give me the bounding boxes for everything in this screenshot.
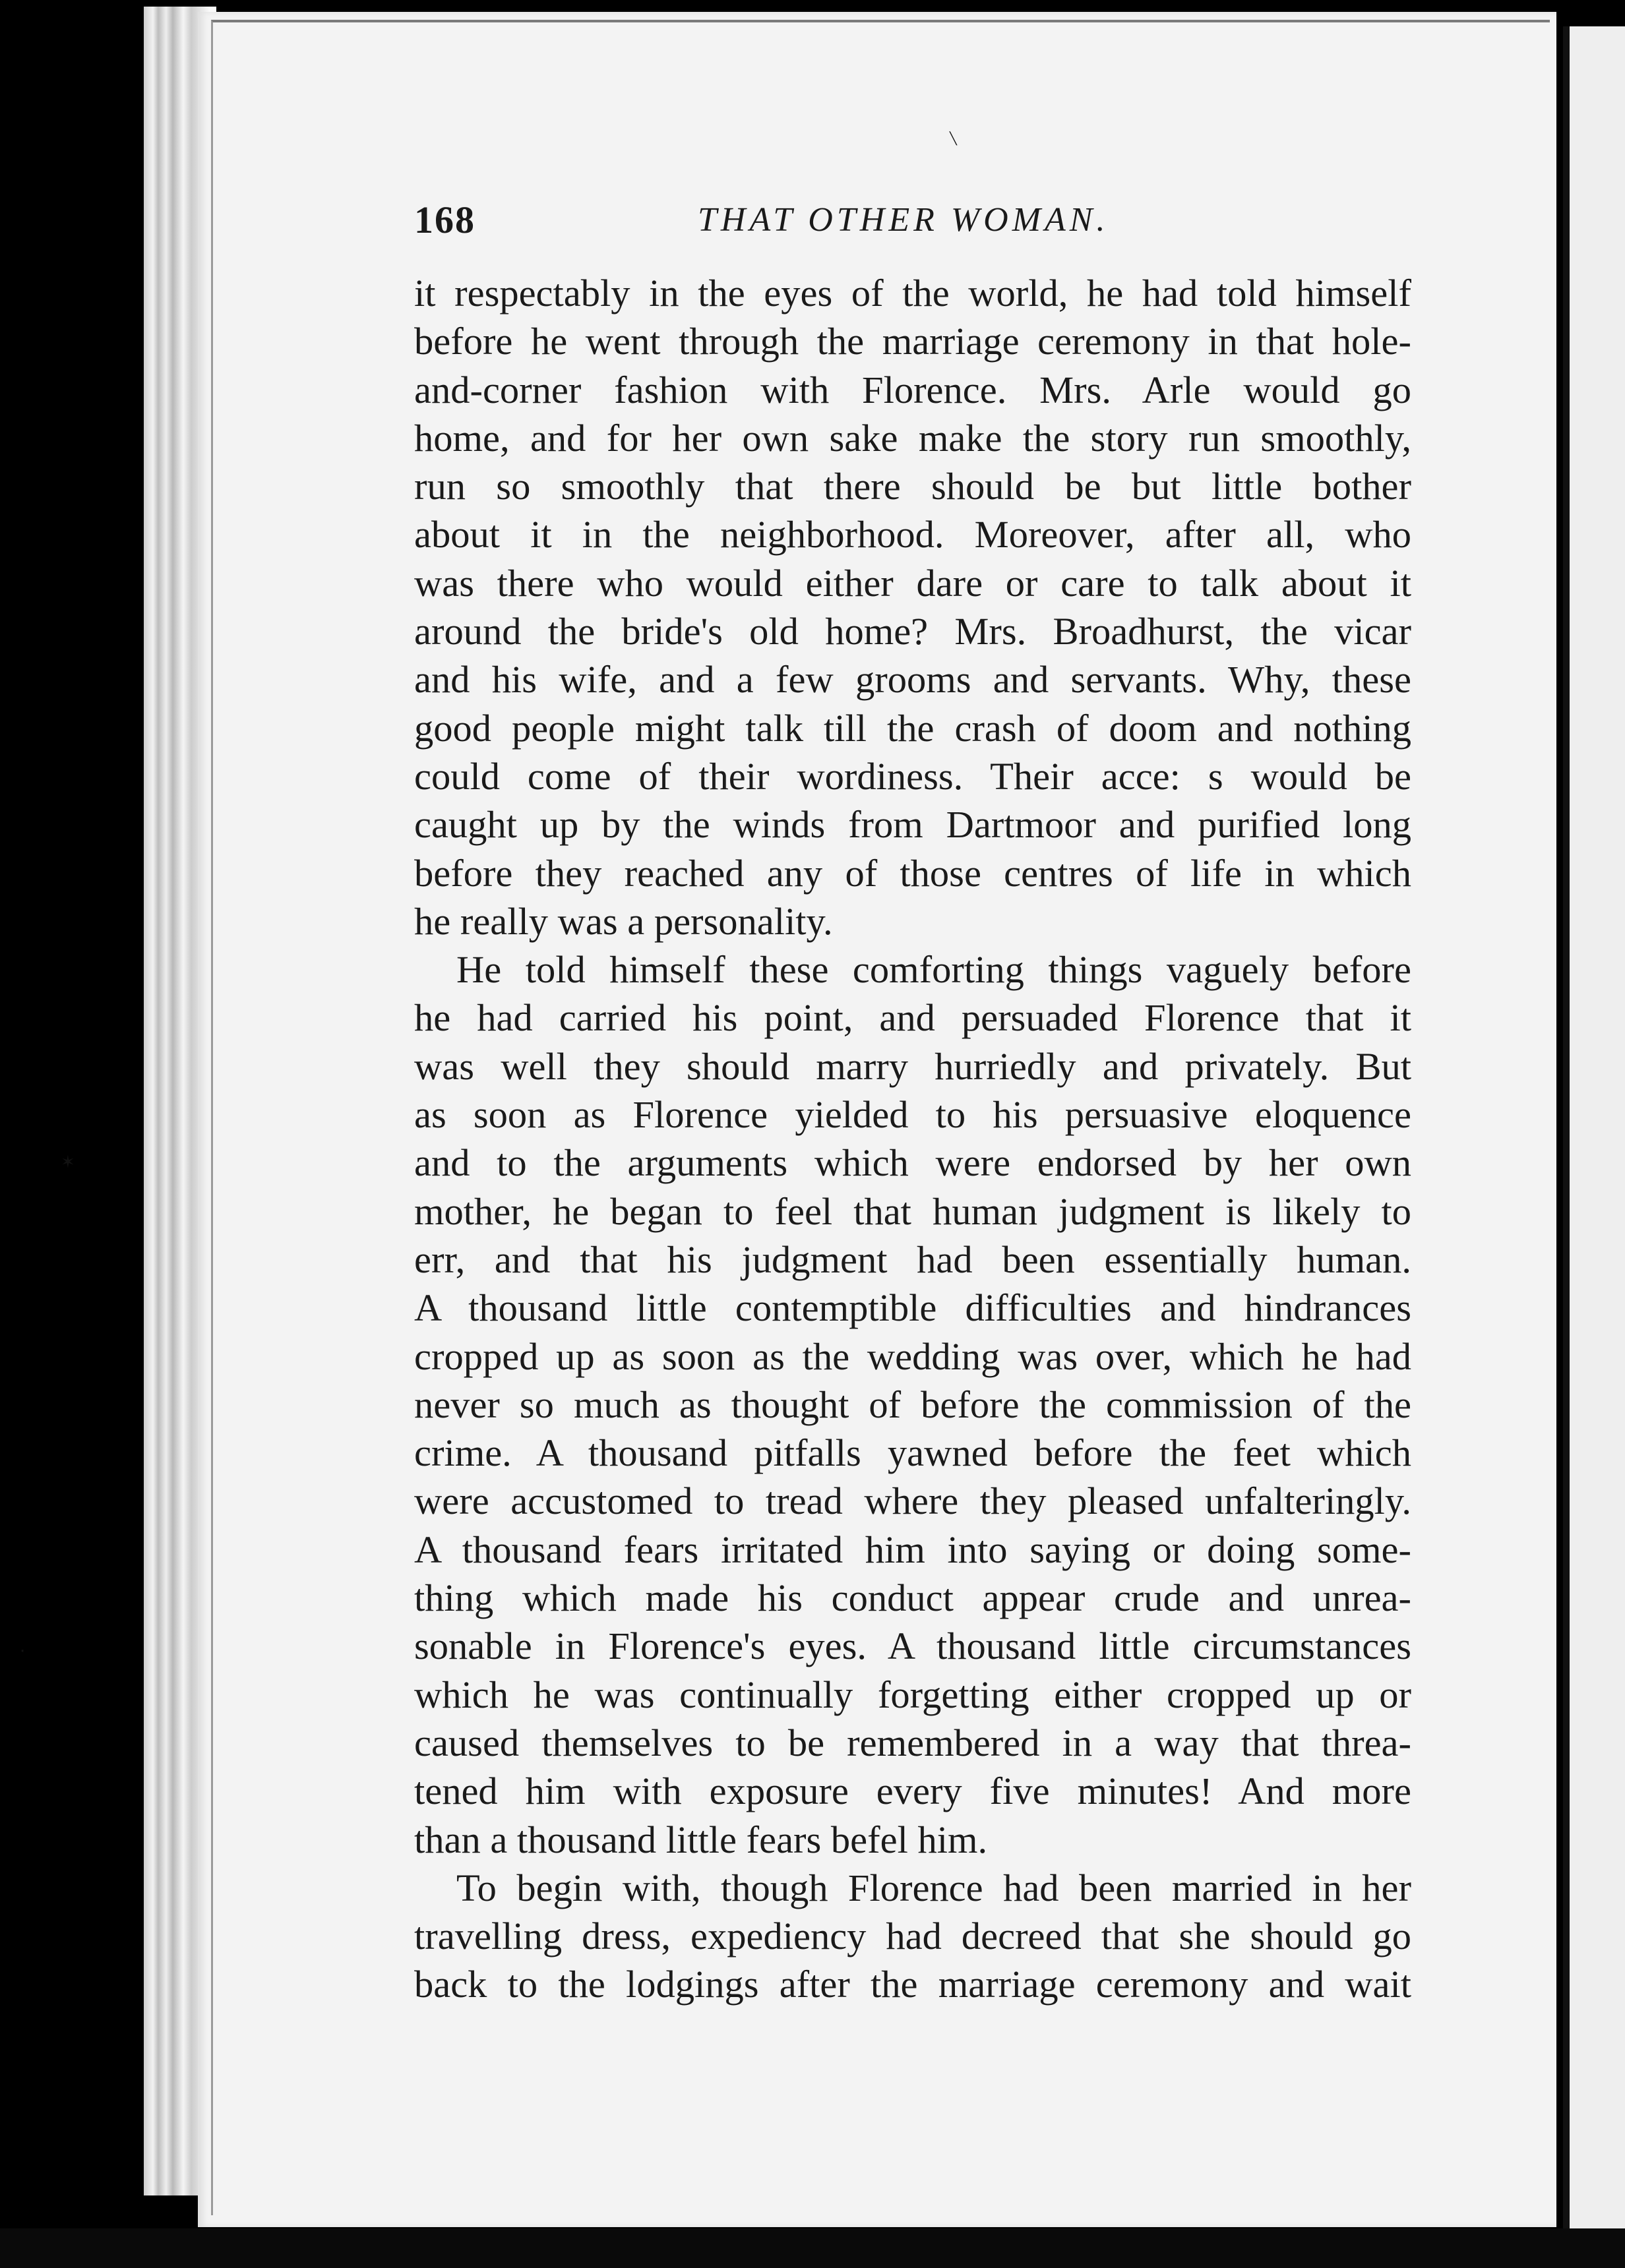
text-line: tened him with exposure every five minutes! And more: [414, 1770, 1411, 1813]
text-line: was there who would either dare or care to talk about it: [414, 561, 1411, 605]
text-line: and-corner fashion with Florence. Mrs. Arle would go: [414, 368, 1411, 411]
scan-speck: ·: [20, 1642, 26, 1661]
text-line: run so smoothly that there should be but little bother: [414, 465, 1411, 508]
text-line: A thousand fears irritated him into saying or doing some-: [414, 1528, 1411, 1571]
text-line: it respectably in the eyes of the world, he had told himself: [414, 272, 1411, 314]
text-line: was well they should marry hurriedly and privately. But: [414, 1044, 1411, 1088]
scan-bottom-border: [0, 2228, 1625, 2268]
text-line: sonable in Florence's eyes. A thousand little circumstances: [414, 1625, 1411, 1668]
text-line: and his wife, and a few grooms and servants. Why, these: [414, 658, 1411, 701]
running-title: THAT OTHER WOMAN.: [698, 201, 1109, 239]
text-line: which he was continually forgetting either cropped up or: [414, 1673, 1411, 1716]
text-line: crime. A thousand pitfalls yawned before the feet which: [414, 1431, 1411, 1475]
text-line: were accustomed to tread where they pleased unfalteringly.: [414, 1479, 1411, 1523]
text-line: caused themselves to be remembered in a way that threa-: [414, 1721, 1411, 1764]
scan-speck: ✶: [61, 1152, 75, 1172]
text-line: could come of their wordiness. Their acce: s would be: [414, 754, 1411, 798]
text-line: back to the lodgings after the marriage ceremony and wait: [414, 1963, 1411, 2006]
running-header: [414, 198, 1411, 251]
text-line: He told himself these comforting things vaguely before: [456, 948, 1411, 992]
text-line: never so much as thought of before the commission of the: [414, 1383, 1411, 1426]
text-line: before they reached any of those centres of life in which: [414, 851, 1411, 895]
text-line: home, and for her own sake make the story run smoothly,: [414, 416, 1411, 460]
text-line: he really was a personality.: [414, 899, 833, 943]
text-line: he had carried his point, and persuaded Florence that it: [414, 996, 1411, 1040]
text-line: err, and that his judgment had been essentially human.: [414, 1238, 1411, 1281]
facing-page-edge: [1563, 26, 1625, 2268]
text-line: To begin with, though Florence had been married in her: [456, 1866, 1411, 1909]
scan-speck: ╲: [950, 132, 957, 146]
text-line: as soon as Florence yielded to his persuasive eloquence: [414, 1093, 1411, 1137]
text-line: good people might talk till the crash of doom and nothing: [414, 706, 1411, 750]
text-line: A thousand little contemptible difficulties and hindrances: [414, 1286, 1411, 1330]
text-line: caught up by the winds from Dartmoor and purified long: [414, 803, 1411, 847]
text-line: thing which made his conduct appear crude and unrea-: [414, 1576, 1411, 1620]
text-line: cropped up as soon as the wedding was over, which he had: [414, 1334, 1411, 1378]
text-line: around the bride's old home? Mrs. Broadhurst, the vicar: [414, 610, 1411, 653]
text-line: travelling dress, expediency had decreed that she should go: [414, 1915, 1411, 1958]
text-line: about it in the neighborhood. Moreover, after all, who: [414, 513, 1411, 556]
text-line: and to the arguments which were endorsed by her own: [414, 1141, 1411, 1185]
text-line: before he went through the marriage ceremony in that hole-: [414, 320, 1411, 363]
text-line: than a thousand little fears befel him.: [414, 1818, 988, 1861]
page-number: 168: [414, 198, 475, 241]
text-line: mother, he began to feel that human judgment is likely to: [414, 1189, 1411, 1233]
body-text: [414, 269, 1411, 2009]
